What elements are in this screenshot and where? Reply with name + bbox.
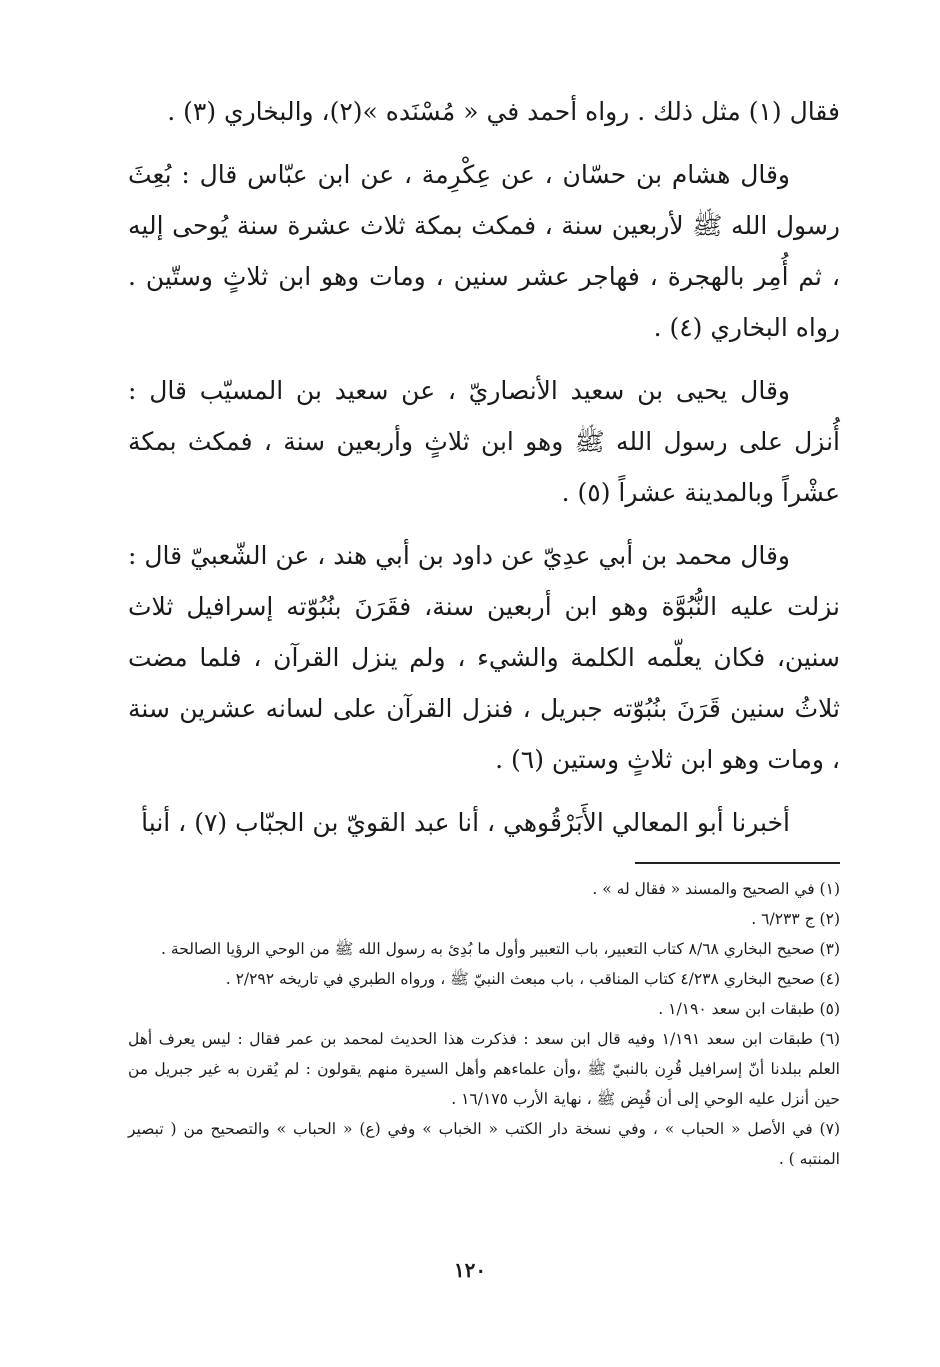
paragraph-3: وقال يحيى بن سعيد الأنصاريّ ، عن سعيد بن المسيّب قال : أُنزل على رسول الله ﷺ وهو ابن ثلاثٍ وأربعين سنة ، فمكث بمكة عشْراً وبالمدينة عشراً (٥) .: [128, 376, 840, 507]
footnote-divider: [635, 862, 840, 864]
paragraph-4: وقال محمد بن أبي عدِيّ عن داود بن أبي هند ، عن الشّعبيّ قال : نزلت عليه النُّبُوَّة وهو ابن أربعين سنة، فقَرَنَ بنُبُوّته إسرافيل ثلاث سنين، فكان يعلّمه الكلمة والشيء ، ولم ينزل القرآن ، فلما مضت ثلاثُ سنين قَرَنَ بنُبُوّته جبريل ، فنزل القرآن على لسانه عشرين سنة ، ومات وهو ابن ثلاثٍ وستين (٦) .: [128, 541, 840, 774]
main-text: [128, 86, 840, 848]
footnote-4: (٤) صحيح البخاري ٤/٢٣٨ كتاب المناقب ، باب مبعث النبيّ ﷺ ، ورواه الطبري في تاريخه ٢/٢٩٢ .: [225, 970, 840, 988]
footnote-1: (١) في الصحيح والمسند « فقال له » .: [592, 880, 840, 898]
footnote-6: (٦) طبقات ابن سعد ١/١٩١ وفيه قال ابن سعد : فذكرت هذا الحديث لمحمد بن عمر فقال : ليس يعرف أهل العلم ببلدنا أنّ إسرافيل قُرِن بالنبيّ ﷺ ،وأن علماءهم وأهل السيرة منهم يقولون : لم يُقرن به غير جبريل من حين أنزل عليه الوحي إلى أن قُبِض ﷺ ، نهاية الأرب ١٦/١٧٥ .: [128, 1030, 840, 1108]
footnote-5: (٥) طبقات ابن سعد ١/١٩٠ .: [658, 1000, 840, 1018]
paragraph-1: فقال (١) مثل ذلك . رواه أحمد في « مُسْنَده »(٢)، والبخاري (٣) .: [167, 97, 840, 126]
footnote-3: (٣) صحيح البخاري ٨/٦٨ كتاب التعبير، باب التعبير وأول ما بُدِئ به رسول الله ﷺ من الوحي الرؤيا الصالحة .: [161, 940, 840, 958]
footnote-2: (٢) ج ٦/٢٣٣ .: [751, 910, 840, 928]
page-number: ١٢٠: [453, 1258, 487, 1282]
footnote-7: (٧) في الأصل « الحباب » ، وفي نسخة دار الكتب « الخباب » وفي (ع) « الحباب » والتصحيح من ( تبصير المنتبه ) .: [128, 1120, 840, 1168]
footnotes: [128, 874, 840, 1174]
book-page: [128, 86, 840, 1174]
paragraph-2: وقال هشام بن حسّان ، عن عِكْرِمة ، عن ابن عبّاس قال : بُعِثَ رسول الله ﷺ لأربعين سنة ، فمكث بمكة ثلاث عشرة سنة يُوحى إليه ، ثم أُمِر بالهجرة ، فهاجر عشر سنين ، ومات وهو ابن ثلاثٍ وستّين . رواه البخاري (٤) .: [128, 160, 840, 342]
paragraph-5: أخبرنا أبو المعالي الأَبَرْقُوهي ، أنا عبد القويّ بن الجبّاب (٧) ، أنبأ: [141, 808, 790, 837]
